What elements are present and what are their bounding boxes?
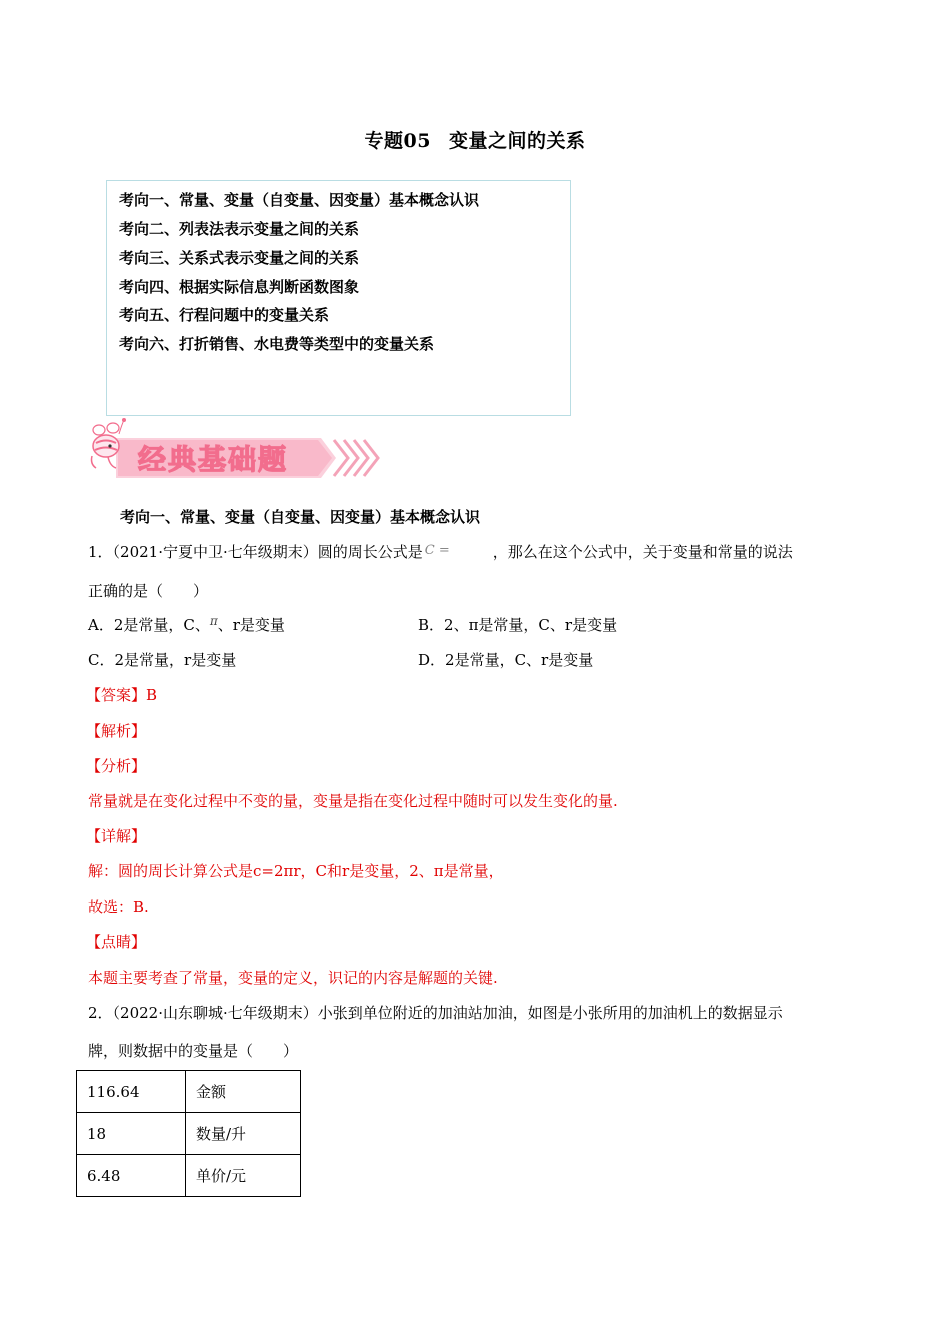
table-cell-label: 金额 bbox=[186, 1071, 301, 1113]
q1-fenxi-text: 常量就是在变化过程中不变的量，变量是指在变化过程中随时可以发生变化的量. bbox=[88, 792, 618, 810]
title-main: 专题05 bbox=[364, 130, 431, 152]
q1-answer: 【答案】B bbox=[86, 686, 158, 704]
q1-stem-line2: 正确的是（ ） bbox=[88, 582, 209, 600]
q1-option-b[interactable]: B．2、π是常量，C、r是变量 bbox=[418, 616, 618, 634]
toc-item-4[interactable]: 考向四、根据实际信息判断函数图象 bbox=[119, 278, 360, 296]
q2-stem-line1: 2．（2022·山东聊城·七年级期末）小张到单位附近的加油站加油，如图是小张所用的加油机上的数据显示 bbox=[88, 1004, 783, 1022]
q1-xiangjie-label: 【详解】 bbox=[86, 827, 147, 845]
q1-xiangjie-text: 解：圆的周长计算公式是c=2πr，C和r是变量，2、π是常量， bbox=[88, 862, 504, 880]
table-cell-value: 116.64 bbox=[77, 1071, 186, 1113]
q1-option-d[interactable]: D．2是常量，C、r是变量 bbox=[418, 651, 594, 669]
section-heading: 考向一、常量、变量（自变量、因变量）基本概念认识 bbox=[120, 508, 481, 526]
table-cell-label: 单价/元 bbox=[186, 1155, 301, 1197]
toc-box bbox=[106, 180, 571, 416]
q1-analysis-label: 【解析】 bbox=[86, 722, 147, 740]
q1-fenxi-label: 【分析】 bbox=[86, 757, 147, 775]
table-cell-value: 6.48 bbox=[77, 1155, 186, 1197]
section-banner bbox=[86, 416, 386, 480]
q1-choice-text: 故选：B. bbox=[88, 898, 149, 916]
table-row bbox=[77, 1155, 301, 1197]
title-sub: 变量之间的关系 bbox=[448, 130, 586, 152]
q1-dianjing-text: 本题主要考查了常量，变量的定义，识记的内容是解题的关键. bbox=[88, 969, 498, 987]
q1-option-a-pre: A．2是常量，C、 bbox=[88, 616, 210, 634]
toc-item-6[interactable]: 考向六、打折销售、水电费等类型中的变量关系 bbox=[119, 335, 435, 353]
q1-option-a[interactable] bbox=[88, 614, 285, 635]
q1-option-a-post: 、r是变量 bbox=[217, 616, 285, 634]
q1-stem-line1 bbox=[88, 541, 793, 562]
q1-option-a-pi: π bbox=[209, 614, 218, 628]
page-title bbox=[0, 126, 950, 153]
q1-stem-part1: 1．（2021·宁夏中卫·七年级期末）圆的周长公式是 bbox=[88, 543, 423, 561]
chevrons-icon bbox=[334, 440, 378, 476]
table-cell-value: 18 bbox=[77, 1113, 186, 1155]
toc-item-1[interactable]: 考向一、常量、变量（自变量、因变量）基本概念认识 bbox=[119, 191, 480, 209]
banner-text: 经典基础题 bbox=[138, 443, 289, 476]
q1-dianjing-label: 【点睛】 bbox=[86, 933, 147, 951]
table-row bbox=[77, 1113, 301, 1155]
q1-formula: C = bbox=[424, 543, 450, 558]
q2-stem-line2: 牌，则数据中的变量是（ ） bbox=[88, 1042, 299, 1060]
table-cell-label: 数量/升 bbox=[186, 1113, 301, 1155]
q1-option-c[interactable]: C．2是常量，r是变量 bbox=[88, 651, 237, 669]
q2-data-table bbox=[76, 1070, 301, 1197]
toc-item-2[interactable]: 考向二、列表法表示变量之间的关系 bbox=[119, 220, 360, 238]
q1-stem-part2: ，那么在这个公式中，关于变量和常量的说法 bbox=[492, 543, 793, 561]
toc-item-3[interactable]: 考向三、关系式表示变量之间的关系 bbox=[119, 249, 360, 267]
toc-item-5[interactable]: 考向五、行程问题中的变量关系 bbox=[119, 306, 330, 324]
table-row bbox=[77, 1071, 301, 1113]
